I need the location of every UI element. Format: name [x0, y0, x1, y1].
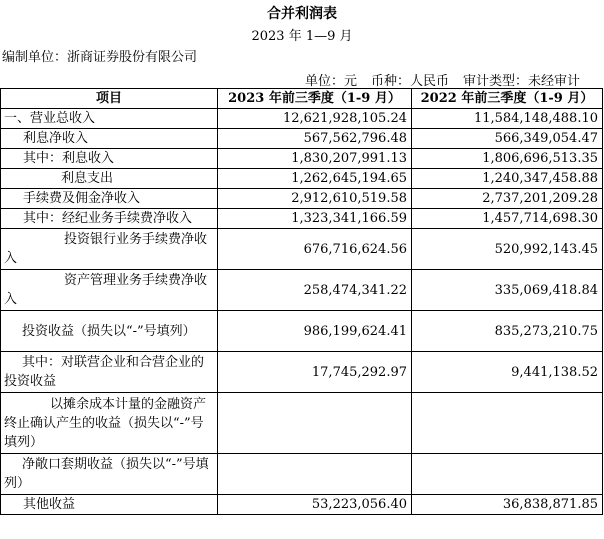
row-label: 利息支出 — [1, 169, 218, 189]
value-2023: 567,562,796.48 — [218, 129, 412, 149]
column-header-2022: 2022 年前三季度（1-9 月） — [412, 89, 603, 109]
value-2023: 676,716,624.56 — [218, 229, 412, 270]
table-row — [1, 270, 603, 311]
value-2023: 258,474,341.22 — [218, 270, 412, 311]
value-2022 — [412, 454, 603, 495]
table-row — [1, 352, 603, 393]
table-header-row — [1, 89, 603, 109]
table-row — [1, 311, 603, 352]
value-2023: 986,199,624.41 — [218, 311, 412, 352]
table-row — [1, 189, 603, 209]
value-2023: 2,912,610,519.58 — [218, 189, 412, 209]
value-2022: 566,349,054.47 — [412, 129, 603, 149]
value-2023 — [218, 393, 412, 454]
value-2022: 11,584,148,488.10 — [412, 109, 603, 129]
table-row — [1, 393, 603, 454]
row-label: 其他收益 — [1, 495, 218, 515]
row-label: 一、营业总收入 — [1, 109, 218, 129]
value-2022: 1,457,714,698.30 — [412, 209, 603, 229]
value-2023: 1,830,207,991.13 — [218, 149, 412, 169]
audit-label: 审计类型：未经审计 — [462, 74, 580, 89]
value-2023: 53,223,056.40 — [218, 495, 412, 515]
value-2023 — [218, 454, 412, 495]
table-row — [1, 109, 603, 129]
table-row — [1, 229, 603, 270]
row-label: 利息净收入 — [1, 129, 218, 149]
value-2023: 1,262,645,194.65 — [218, 169, 412, 189]
table-row — [1, 149, 603, 169]
row-label: 净敞口套期收益（损失以“-”号填列） — [1, 454, 218, 495]
value-2023: 12,621,928,105.24 — [218, 109, 412, 129]
row-label: 其中：利息收入 — [1, 149, 218, 169]
value-2022: 2,737,201,209.28 — [412, 189, 603, 209]
table-row — [1, 169, 603, 189]
column-header-2023: 2023 年前三季度（1-9 月） — [218, 89, 412, 109]
row-label: 手续费及佣金净收入 — [1, 189, 218, 209]
value-2022: 520,992,143.45 — [412, 229, 603, 270]
value-2022: 1,240,347,458.88 — [412, 169, 603, 189]
row-label: 资产管理业务手续费净收入 — [1, 270, 218, 311]
value-2022: 36,838,871.85 — [412, 495, 603, 515]
value-2022: 9,441,138.52 — [412, 352, 603, 393]
statement-meta — [305, 70, 580, 89]
row-label: 其中：对联营企业和合营企业的投资收益 — [1, 352, 218, 393]
row-label: 其中：经纪业务手续费净收入 — [1, 209, 218, 229]
row-label: 投资收益（损失以“-”号填列） — [1, 311, 218, 352]
statement-title: 合并利润表 — [267, 6, 337, 22]
table-row — [1, 209, 603, 229]
table-row — [1, 129, 603, 149]
currency-label: 币种：人民币 — [370, 74, 449, 89]
value-2023: 1,323,341,166.59 — [218, 209, 412, 229]
table-row — [1, 495, 603, 515]
row-label: 以摊余成本计量的金融资产终止确认产生的收益（损失以“-”号填列） — [1, 393, 218, 454]
unit-label: 单位：元 — [304, 74, 357, 89]
value-2022: 1,806,696,513.35 — [412, 149, 603, 169]
column-header-item: 项目 — [1, 89, 218, 109]
income-statement-table — [0, 88, 603, 515]
value-2022: 335,069,418.84 — [412, 270, 603, 311]
value-2022: 835,273,210.75 — [412, 311, 603, 352]
company-name: 编制单位：浙商证券股份有限公司 — [2, 50, 198, 65]
table-row — [1, 454, 603, 495]
value-2022 — [412, 393, 603, 454]
statement-period: 2023 年 1—9 月 — [251, 29, 353, 44]
row-label: 投资银行业务手续费净收入 — [1, 229, 218, 270]
value-2023: 17,745,292.97 — [218, 352, 412, 393]
